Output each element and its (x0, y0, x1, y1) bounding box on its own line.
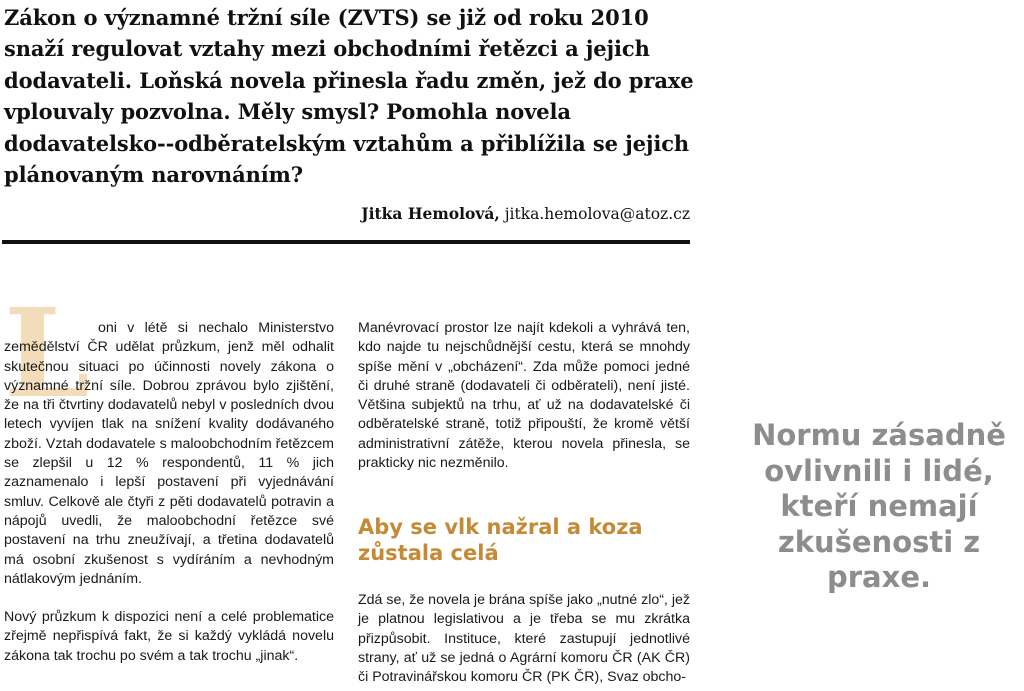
column1-paragraph-2: Nový průzkum k dispozici není a celé problematice zřejmě nepřispívá fakt, že si každý vykládá novelu zákona tak trochu po svém a tak trochu „jinak“. (4, 609, 334, 664)
byline-email: jitka.hemolova@atoz.cz (504, 205, 690, 223)
drop-cap: L (4, 281, 90, 425)
article-column-2-continued (358, 591, 690, 687)
article-lead: Zákon o významné tržní síle (ZVTS) se již od roku 2010 snaží regulovat vztahy mezi obchodními řetězci a jejich dodavateli. Loňská novela přinesla řadu změn, jež do praxe vplouvaly pozvolna. Měly smysl? Pomohla novela dodavatelsko--odběratelským vztahům a přiblížila se jejich plánovaným narovnáním? (4, 5, 694, 188)
column2-paragraph-1: Manévrovací prostor lze najít kdekoli a vyhrává ten, kdo najde tu nejschůdnější cestu, která se mnohdy spíše mění v „obcházení“. Zda může pomoci jedné či druhé straně (dodavateli či odběrateli), není jisté. Většina subjektů na trhu, ať už na dodavatelské či odběratelské straně, totiž připouští, že kromě větší administrativní zátěže, kterou novela přinesla, se prakticky nic nezměnilo. (358, 320, 690, 472)
byline (361, 204, 690, 223)
article-column-2 (358, 319, 690, 473)
column2-paragraph-2: Zdá se, že novela je brána spíše jako „nutné zlo“, jež je platnou legislativou a je třeba se mu zkrátka přizpůsobit. Instituce, které zastupují jednotlivé strany, ať už se jedná o Agrární komoru ČR (AK ČR) či Potravinářskou komoru ČR (PK ČR), Svaz obcho- (358, 592, 691, 686)
column1-paragraph-1: oni v létě si nechalo Ministerstvo zemědělství ČR udělat průzkum, jenž měl odhalit skutečnou situaci po účinnosti novely zákona o významné tržní síle. Dobrou zprávou bylo zjištění, že na tři čtvrtiny dodavatelů nebyl v posledních dvou letech vyvíjen tlak na snížení kvality dodávaného zboží. Vztah dodavatele s maloobchodním řetězcem se zlepšil u 12 % respondentů, 11 % jich zaznamenalo i lepší postavení při vyjednávání smluv. Celkově ale čtyři z pěti dodavatelů potravin a nápojů uvedli, že maloobchodní řetězce své postavení na trhu zneužívají, a třetina dodavatelů má osobní zkušenost s vydíráním a nevhodným nátlakovým jednáním. (4, 320, 334, 587)
byline-author: Jitka Hemolová, (361, 204, 500, 223)
section-divider (2, 240, 690, 244)
section-heading: Aby se vlk nažral a koza zůstala celá (358, 515, 643, 565)
article-column-1 (4, 319, 334, 666)
pull-quote: Normu zásadně ovlivnili i lidé, kteří nemají zkušenosti z praxe. (752, 418, 1006, 594)
